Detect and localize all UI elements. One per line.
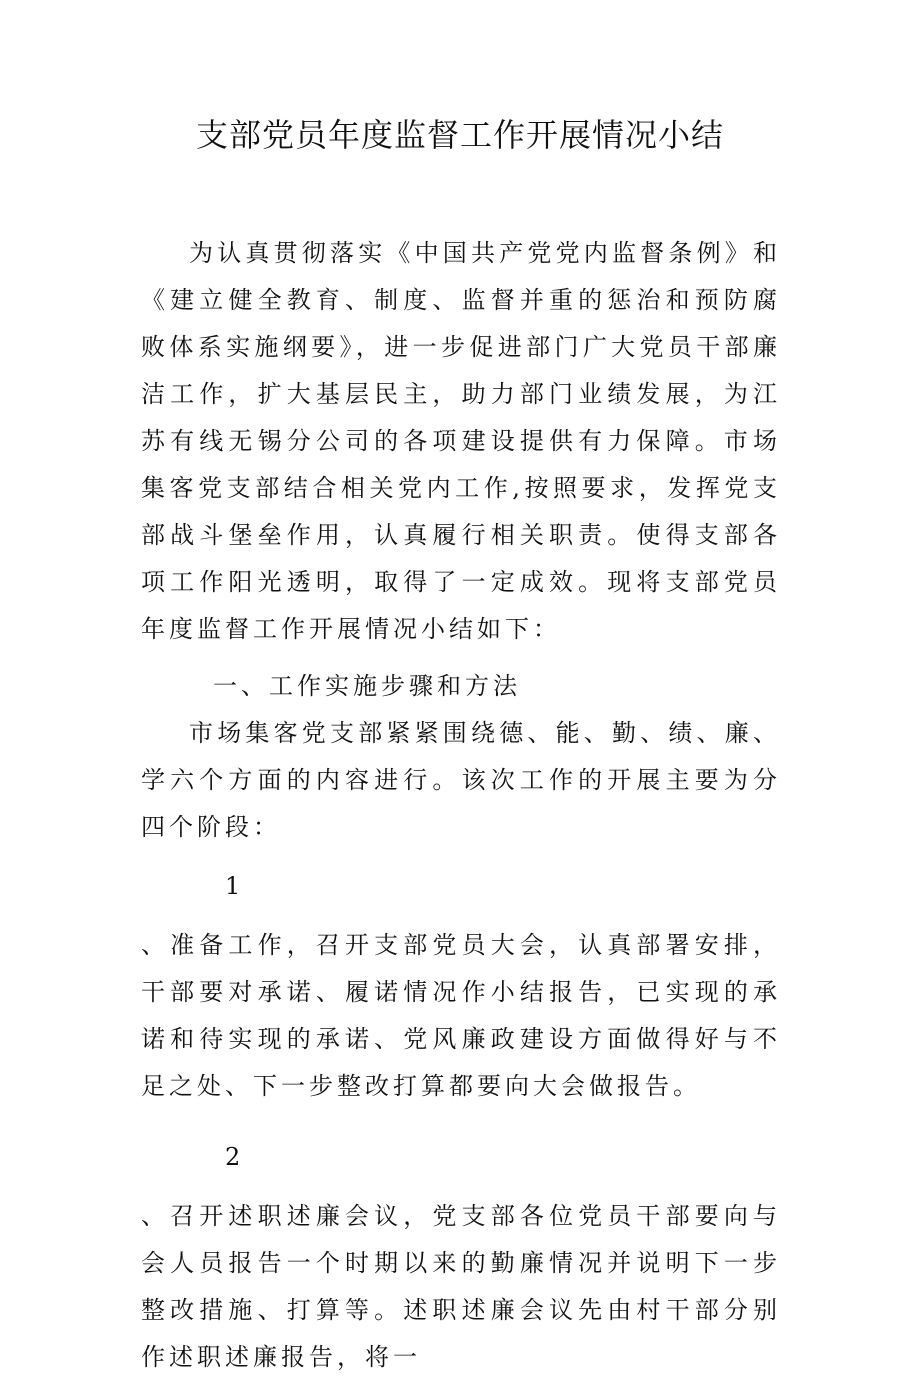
step-1-number: 1 [225,872,245,900]
scope-paragraph: 市场集客党支部紧紧围绕德、能、勤、绩、廉、学六个方面的内容进行。该次工作的开展主要为分四个阶段： [141,719,781,841]
intro-paragraph: 为认真贯彻落实《中国共产党党内监督条例》和《建立健全教育、制度、监督并重的惩治和预防腐败体系实施纲要》，进一步促进部门广大党员干部廉洁工作，扩大基层民主，助力部门业绩发展，为江苏有线无锡分公司的各项建设提供有力保障。市场集客党支部结合相关党内工作,按照要求，发挥党支部战斗堡垒作用，认真履行相关职责。使得支部各项工作阳光透明，取得了一定成效。现将支部党员年度监督工作开展情况小结如下： [141,239,781,643]
section-heading-1: 一、工作实施步骤和方法 [213,672,521,700]
step-2-paragraph: 、召开述职述廉会议，党支部各位党员干部要向与会人员报告一个时期以来的勤廉情况并说明下一步整改措施、打算等。述职述廉会议先由村干部分别作述职述廉报告，将一 [141,1202,781,1371]
document-title: 支部党员年度监督工作开展情况小结 [195,116,724,154]
step-2-number: 2 [225,1143,245,1171]
document-body [141,230,781,1381]
step-1-paragraph: 、准备工作，召开支部党员大会，认真部署安排，干部要对承诺、履诺情况作小结报告，已实现的承诺和待实现的承诺、党风廉政建设方面做得好与不足之处、下一步整改打算都要向大会做报告。 [141,931,781,1100]
